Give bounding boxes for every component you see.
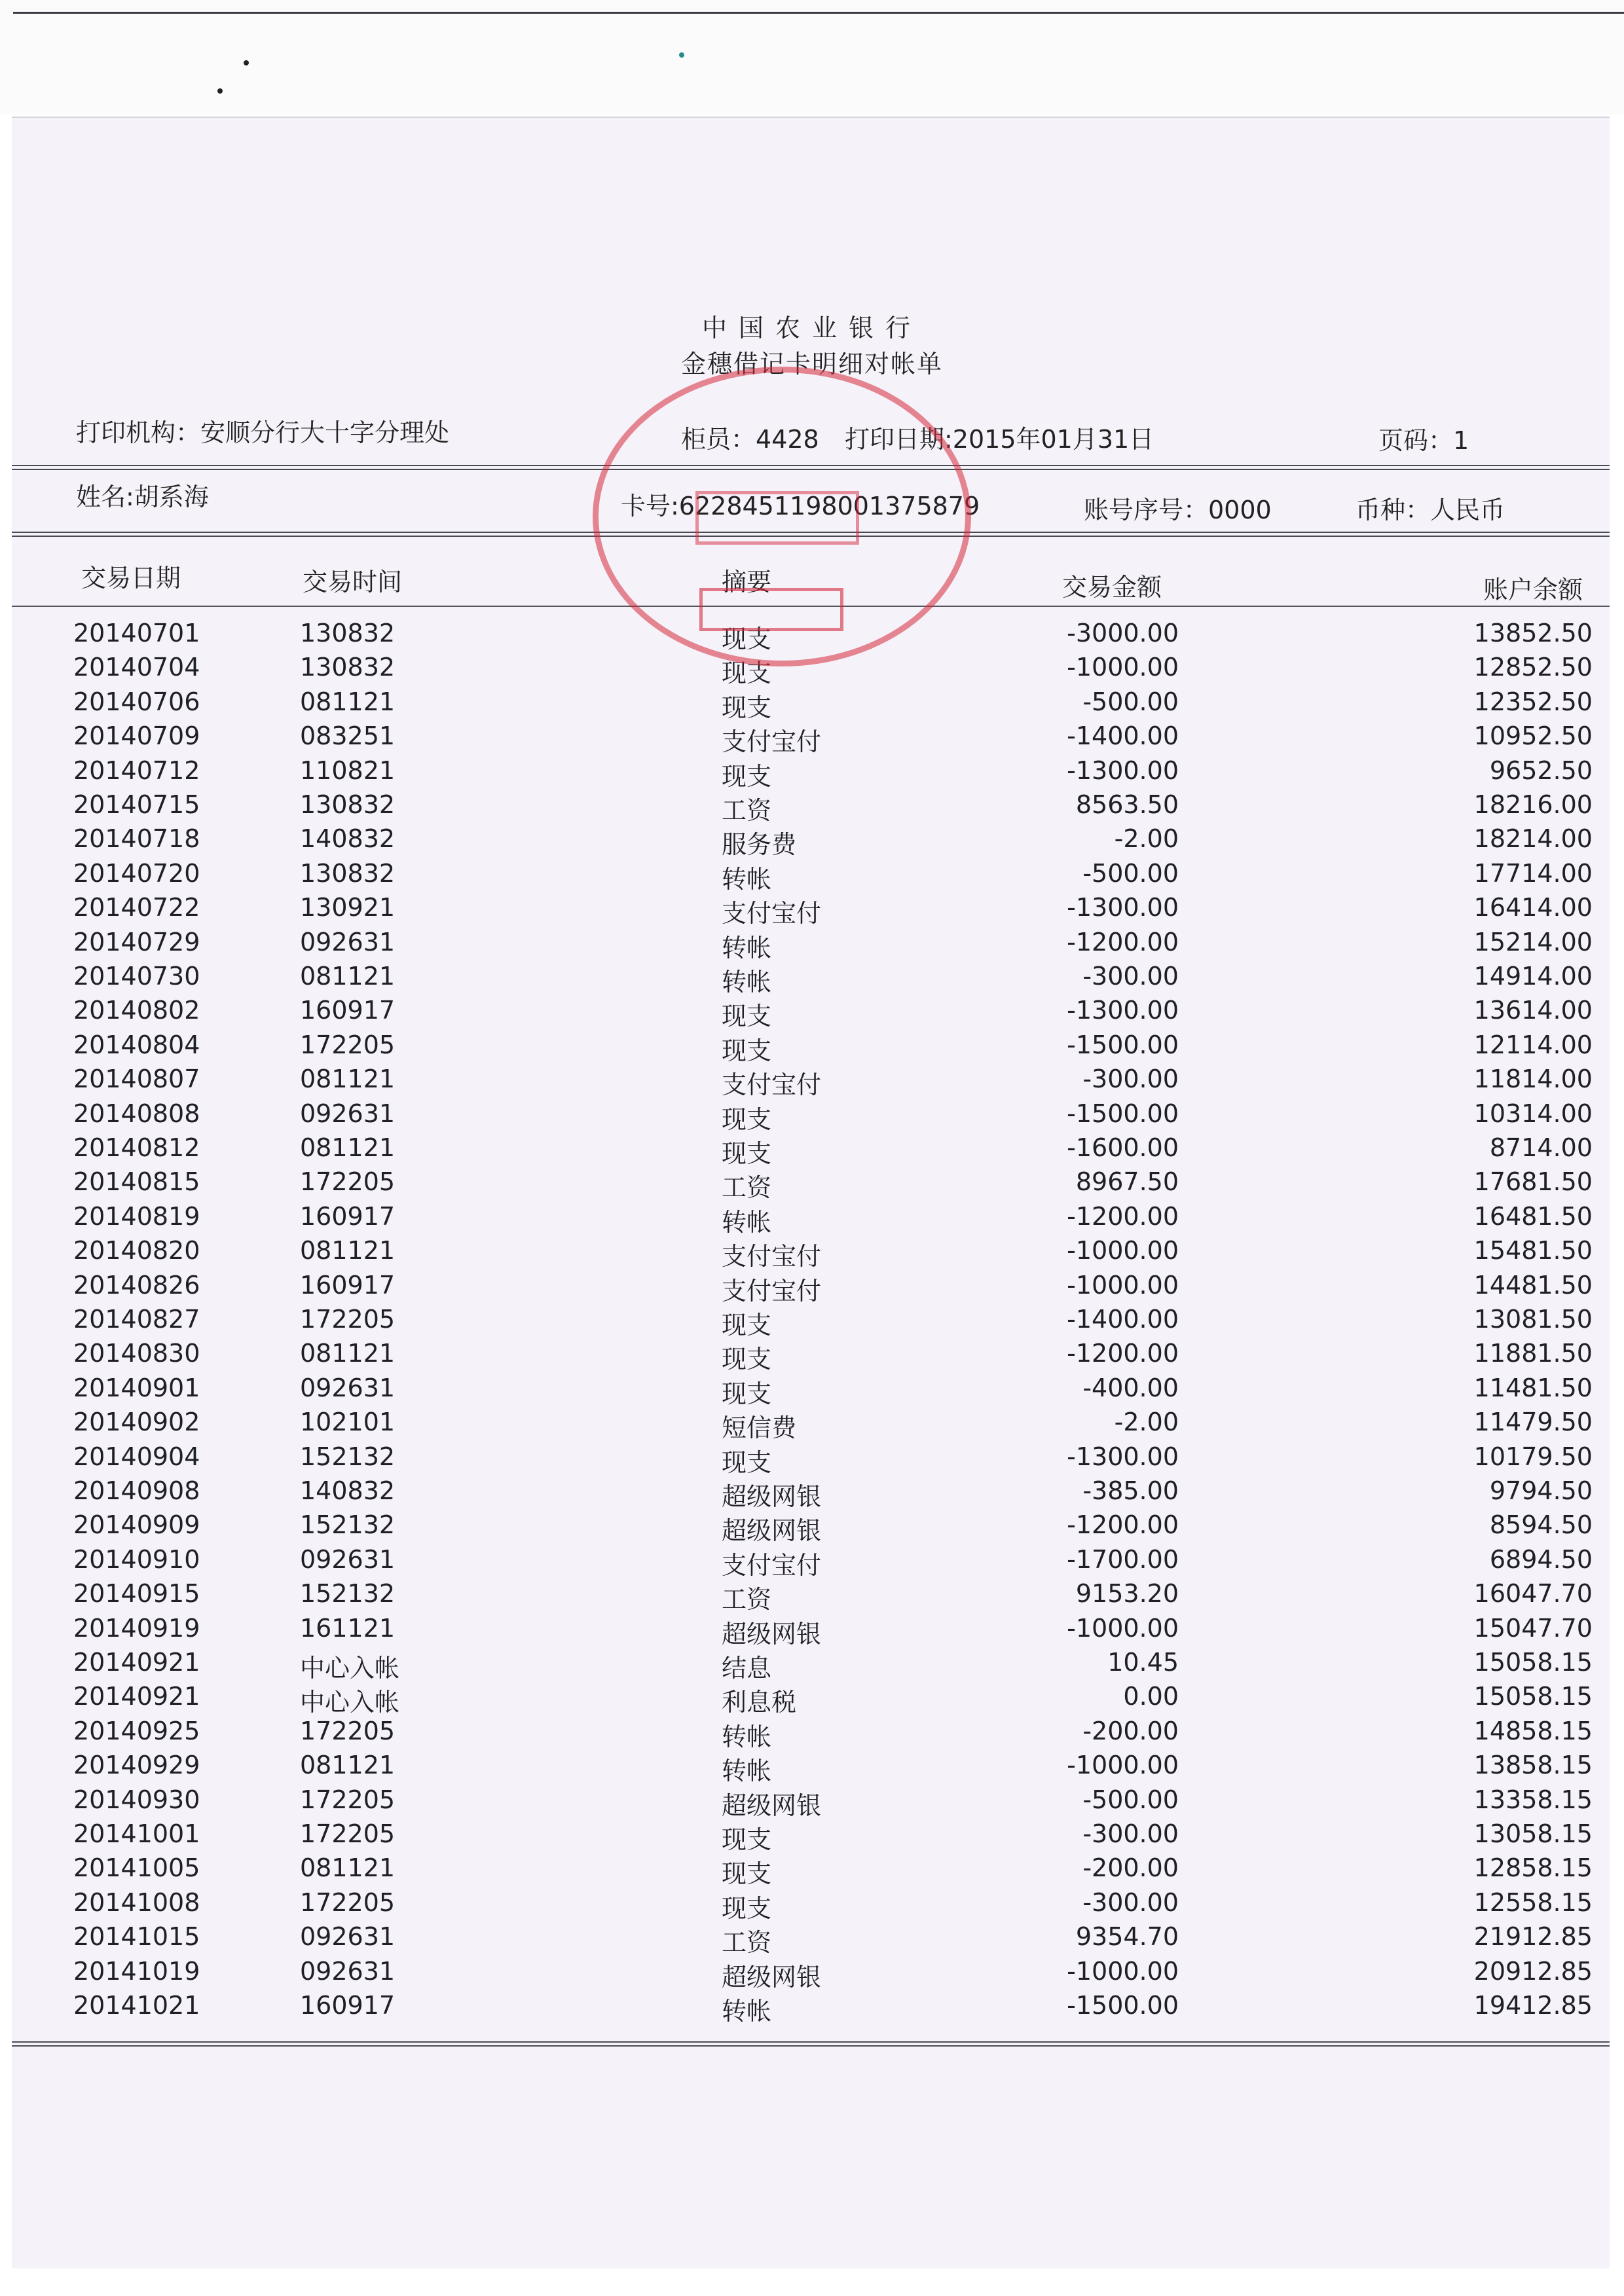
transaction-date: 20140718: [73, 824, 200, 853]
transaction-summary: 转帐: [722, 1997, 772, 2026]
table-row: [0, 1099, 1624, 1133]
transaction-date: 20140802: [73, 996, 200, 1025]
account-balance: 10314.00: [1473, 1099, 1593, 1128]
account-balance: 15214.00: [1473, 928, 1593, 957]
transaction-time: 172205: [300, 1785, 396, 1814]
transaction-summary: 现支: [722, 1311, 772, 1339]
transaction-date: 20140730: [73, 962, 200, 991]
account-balance: 13358.15: [1473, 1785, 1593, 1814]
bank-name: 中国农业银行: [701, 314, 922, 342]
table-row: [0, 1785, 1624, 1819]
transaction-amount: -1200.00: [1067, 1202, 1179, 1231]
account-balance: 12858.15: [1473, 1853, 1593, 1882]
currency: 币种：人民币: [1356, 496, 1505, 524]
transaction-date: 20140902: [73, 1408, 200, 1436]
transaction-date: 20141008: [73, 1888, 200, 1917]
transaction-time: 081121: [300, 1339, 396, 1368]
transaction-summary: 工资: [722, 796, 772, 825]
transaction-date: 20140910: [73, 1545, 200, 1574]
table-row: [0, 1579, 1624, 1613]
transaction-summary: 工资: [722, 1173, 772, 1202]
transaction-amount: -500.00: [1082, 1785, 1179, 1814]
transaction-time: 152132: [300, 1510, 396, 1539]
transaction-time: 130832: [300, 790, 396, 819]
transaction-amount: -1500.00: [1067, 1991, 1179, 2020]
account-balance: 15058.15: [1473, 1648, 1593, 1677]
transaction-amount: -400.00: [1082, 1374, 1179, 1402]
column-header-summary: 摘要: [722, 568, 772, 596]
transaction-summary: 转帐: [722, 968, 772, 996]
transaction-amount: -3000.00: [1067, 619, 1179, 647]
scan-speck: [217, 88, 223, 94]
account-balance: 18214.00: [1473, 824, 1593, 853]
table-row: [0, 1408, 1624, 1442]
transaction-summary: 现支: [722, 1105, 772, 1134]
transaction-amount: -1300.00: [1067, 756, 1179, 785]
transaction-time: 160917: [300, 1202, 396, 1231]
scan-top-edge: [13, 12, 1624, 14]
transaction-date: 20140804: [73, 1030, 200, 1059]
transaction-date: 20140722: [73, 893, 200, 922]
account-holder-name: 姓名:胡系海: [76, 483, 209, 511]
table-row: [0, 1442, 1624, 1476]
transaction-summary: 现支: [722, 1448, 772, 1477]
account-balance: 13081.50: [1473, 1305, 1593, 1334]
transaction-summary: 现支: [722, 1859, 772, 1888]
transaction-date: 20140819: [73, 1202, 200, 1231]
transaction-summary: 现支: [722, 659, 772, 687]
table-row: [0, 790, 1624, 824]
account-balance: 6894.50: [1489, 1545, 1593, 1574]
transaction-amount: -200.00: [1082, 1717, 1179, 1745]
account-balance: 17681.50: [1473, 1167, 1593, 1196]
transaction-date: 20141005: [73, 1853, 200, 1882]
transaction-summary: 现支: [722, 693, 772, 722]
transaction-date: 20140807: [73, 1065, 200, 1093]
scan-speck: [244, 60, 249, 65]
transaction-summary: 支付宝付: [722, 899, 822, 928]
transaction-date: 20140930: [73, 1785, 200, 1814]
table-row: [0, 893, 1624, 927]
transaction-time: 081121: [300, 1853, 396, 1882]
table-row: [0, 721, 1624, 756]
table-row: [0, 1888, 1624, 1922]
transaction-summary: 现支: [722, 1825, 772, 1854]
transaction-amount: -300.00: [1082, 1888, 1179, 1917]
transaction-summary: 支付宝付: [722, 1242, 822, 1271]
transaction-time: 083251: [300, 721, 396, 750]
column-header-date: 交易日期: [81, 564, 181, 592]
transaction-amount: -1400.00: [1067, 721, 1179, 750]
transaction-time: 081121: [300, 1065, 396, 1093]
account-balance: 15481.50: [1473, 1236, 1593, 1265]
column-header-amount: 交易金额: [1062, 573, 1162, 602]
transaction-date: 20140709: [73, 721, 200, 750]
transaction-amount: 10.45: [1107, 1648, 1179, 1677]
transaction-time: 172205: [300, 1888, 396, 1917]
transaction-date: 20140706: [73, 687, 200, 716]
table-row: [0, 1648, 1624, 1682]
transaction-time: 081121: [300, 1133, 396, 1162]
transaction-amount: -500.00: [1082, 859, 1179, 888]
teller-id: 柜员：4428: [681, 425, 819, 454]
transaction-date: 20141021: [73, 1991, 200, 2020]
transaction-time: 140832: [300, 824, 396, 853]
transaction-date: 20140901: [73, 1374, 200, 1402]
account-balance: 18216.00: [1473, 790, 1593, 819]
transaction-date: 20140820: [73, 1236, 200, 1265]
transaction-amount: -200.00: [1082, 1853, 1179, 1882]
transaction-summary: 支付宝付: [722, 1277, 822, 1305]
transaction-date: 20140720: [73, 859, 200, 888]
table-row: [0, 756, 1624, 790]
transaction-time: 130832: [300, 653, 396, 682]
transaction-amount: -300.00: [1082, 962, 1179, 991]
account-balance: 13058.15: [1473, 1819, 1593, 1848]
transaction-amount: -1000.00: [1067, 1751, 1179, 1779]
transaction-amount: -1200.00: [1067, 1510, 1179, 1539]
transaction-time: 092631: [300, 1957, 396, 1986]
transaction-summary: 超级网银: [722, 1516, 822, 1545]
transaction-date: 20140815: [73, 1167, 200, 1196]
transaction-summary: 利息税: [722, 1688, 797, 1717]
transaction-amount: -1200.00: [1067, 928, 1179, 957]
transaction-amount: -2.00: [1114, 1408, 1179, 1436]
scan-speck: [679, 52, 684, 58]
table-row: [0, 1167, 1624, 1201]
scan-top-margin: [0, 0, 1624, 115]
seal-name-box: [699, 588, 843, 631]
transaction-summary: 现支: [722, 1345, 772, 1374]
account-balance: 16414.00: [1473, 893, 1593, 922]
account-balance: 15058.15: [1473, 1682, 1593, 1711]
account-sequence: 账号序号：0000: [1084, 496, 1272, 524]
account-balance: 11481.50: [1473, 1374, 1593, 1402]
account-balance: 8714.00: [1489, 1133, 1593, 1162]
transaction-date: 20140908: [73, 1476, 200, 1505]
transaction-time: 140832: [300, 1476, 396, 1505]
transaction-summary: 结息: [722, 1654, 772, 1683]
table-row: [0, 1236, 1624, 1270]
transaction-amount: -1000.00: [1067, 653, 1179, 682]
transaction-date: 20140919: [73, 1614, 200, 1643]
transaction-date: 20140921: [73, 1648, 200, 1677]
table-row: [0, 1476, 1624, 1510]
table-row: [0, 962, 1624, 996]
transaction-time: 160917: [300, 996, 396, 1025]
table-row: [0, 1305, 1624, 1339]
transaction-amount: 9153.20: [1075, 1579, 1179, 1608]
transaction-date: 20140929: [73, 1751, 200, 1779]
table-row: [0, 1819, 1624, 1853]
transaction-summary: 超级网银: [722, 1791, 822, 1820]
transaction-summary: 服务费: [722, 830, 797, 859]
transaction-time: 092631: [300, 1099, 396, 1128]
page-number: 页码：1: [1378, 426, 1469, 455]
account-balance: 14858.15: [1473, 1717, 1593, 1745]
account-balance: 11814.00: [1473, 1065, 1593, 1093]
table-row: [0, 1682, 1624, 1716]
transaction-time: 092631: [300, 1922, 396, 1951]
transaction-time: 092631: [300, 1545, 396, 1574]
transaction-summary: 现支: [722, 1379, 772, 1408]
account-balance: 21912.85: [1473, 1922, 1593, 1951]
transaction-date: 20140921: [73, 1682, 200, 1711]
print-org: 打印机构：安顺分行大十字分理处: [76, 418, 450, 447]
transaction-time: 172205: [300, 1305, 396, 1334]
transaction-date: 20140909: [73, 1510, 200, 1539]
account-balance: 13858.15: [1473, 1751, 1593, 1779]
table-row: [0, 928, 1624, 962]
transaction-amount: -500.00: [1082, 687, 1179, 716]
transaction-time: 092631: [300, 1374, 396, 1402]
account-balance: 11479.50: [1473, 1408, 1593, 1436]
account-balance: 8594.50: [1489, 1510, 1593, 1539]
transaction-amount: -300.00: [1082, 1065, 1179, 1093]
transaction-date: 20140729: [73, 928, 200, 957]
table-row: [0, 1374, 1624, 1408]
table-row: [0, 1614, 1624, 1648]
transaction-time: 081121: [300, 1236, 396, 1265]
transaction-time: 130921: [300, 893, 396, 922]
transaction-date: 20141019: [73, 1957, 200, 1986]
transaction-amount: -1000.00: [1067, 1271, 1179, 1300]
transaction-time: 172205: [300, 1819, 396, 1848]
transaction-amount: -1200.00: [1067, 1339, 1179, 1368]
account-balance: 19412.85: [1473, 1991, 1593, 2020]
transaction-date: 20140830: [73, 1339, 200, 1368]
table-row: [0, 1339, 1624, 1373]
statement-title: 金穗借记卡明细对帐单: [680, 350, 943, 378]
table-row: [0, 859, 1624, 893]
transaction-summary: 现支: [722, 762, 772, 791]
transaction-date: 20140827: [73, 1305, 200, 1334]
transaction-time: 172205: [300, 1167, 396, 1196]
transaction-amount: -385.00: [1082, 1476, 1179, 1505]
table-row: [0, 1991, 1624, 2025]
account-balance: 13614.00: [1473, 996, 1593, 1025]
transaction-time: 152132: [300, 1442, 396, 1471]
transaction-date: 20140808: [73, 1099, 200, 1128]
account-balance: 12852.50: [1473, 653, 1593, 682]
card-number: 卡号:6228451198001375879: [621, 492, 980, 520]
transaction-date: 20140712: [73, 756, 200, 785]
transaction-date: 20140915: [73, 1579, 200, 1608]
account-balance: 13852.50: [1473, 619, 1593, 647]
transaction-amount: -1700.00: [1067, 1545, 1179, 1574]
transaction-date: 20141001: [73, 1819, 200, 1848]
transaction-date: 20140701: [73, 619, 200, 647]
table-row: [0, 1922, 1624, 1956]
transaction-amount: 8563.50: [1075, 790, 1179, 819]
account-balance: 9652.50: [1489, 756, 1593, 785]
table-row: [0, 1510, 1624, 1544]
account-balance: 11881.50: [1473, 1339, 1593, 1368]
transaction-date: 20140812: [73, 1133, 200, 1162]
transaction-time: 130832: [300, 859, 396, 888]
transaction-time: 中心入帐: [300, 1654, 400, 1683]
transaction-time: 160917: [300, 1991, 396, 2020]
column-header-balance: 账户余额: [1483, 575, 1583, 604]
account-balance: 9794.50: [1489, 1476, 1593, 1505]
transaction-amount: -1300.00: [1067, 996, 1179, 1025]
transaction-summary: 现支: [722, 1139, 772, 1168]
transaction-summary: 现支: [722, 1036, 772, 1065]
transaction-amount: -1600.00: [1067, 1133, 1179, 1162]
account-balance: 10952.50: [1473, 721, 1593, 750]
transaction-time: 110821: [300, 756, 396, 785]
account-balance: 20912.85: [1473, 1957, 1593, 1986]
transaction-time: 081121: [300, 687, 396, 716]
table-row: [0, 1065, 1624, 1099]
account-balance: 15047.70: [1473, 1614, 1593, 1643]
transaction-amount: -1400.00: [1067, 1305, 1179, 1334]
table-row: [0, 1271, 1624, 1305]
account-balance: 14914.00: [1473, 962, 1593, 991]
transaction-amount: -1300.00: [1067, 893, 1179, 922]
account-balance: 10179.50: [1473, 1442, 1593, 1471]
account-balance: 17714.00: [1473, 859, 1593, 888]
table-row: [0, 824, 1624, 858]
transaction-summary: 转帐: [722, 1757, 772, 1785]
transaction-amount: -1000.00: [1067, 1236, 1179, 1265]
transaction-summary: 转帐: [722, 1722, 772, 1751]
transaction-time: 161121: [300, 1614, 396, 1643]
transaction-amount: -1300.00: [1067, 1442, 1179, 1471]
account-balance: 12114.00: [1473, 1030, 1593, 1059]
table-row: [0, 687, 1624, 721]
transaction-time: 中心入帐: [300, 1688, 400, 1717]
transaction-date: 20140904: [73, 1442, 200, 1471]
transaction-summary: 短信费: [722, 1413, 797, 1442]
transaction-summary: 工资: [722, 1928, 772, 1957]
transaction-summary: 超级网银: [722, 1963, 822, 1992]
table-row: [0, 1957, 1624, 1991]
transaction-date: 20141015: [73, 1922, 200, 1951]
transaction-time: 092631: [300, 928, 396, 957]
transaction-summary: 支付宝付: [722, 1070, 822, 1099]
transaction-time: 160917: [300, 1271, 396, 1300]
transaction-amount: 0.00: [1123, 1682, 1179, 1711]
transaction-time: 081121: [300, 1751, 396, 1779]
print-date: 打印日期:2015年01月31日: [845, 425, 1154, 454]
table-row: [0, 1545, 1624, 1579]
transaction-amount: -2.00: [1114, 824, 1179, 853]
account-balance: 12352.50: [1473, 687, 1593, 716]
column-header-time: 交易时间: [303, 568, 403, 596]
transaction-summary: 转帐: [722, 934, 772, 962]
transaction-amount: -1500.00: [1067, 1099, 1179, 1128]
transaction-amount: -1000.00: [1067, 1614, 1179, 1643]
transaction-amount: -1000.00: [1067, 1957, 1179, 1986]
transaction-time: 102101: [300, 1408, 396, 1436]
transaction-amount: 8967.50: [1075, 1167, 1179, 1196]
transaction-summary: 支付宝付: [722, 727, 822, 756]
transaction-summary: 现支: [722, 625, 772, 653]
table-row: [0, 1717, 1624, 1751]
table-row: [0, 1202, 1624, 1236]
table-row: [0, 1853, 1624, 1887]
footer-rule: [12, 2041, 1610, 2047]
transaction-time: 172205: [300, 1030, 396, 1059]
transaction-time: 172205: [300, 1717, 396, 1745]
transaction-summary: 超级网银: [722, 1482, 822, 1511]
transaction-amount: -1500.00: [1067, 1030, 1179, 1059]
transaction-time: 152132: [300, 1579, 396, 1608]
transaction-summary: 转帐: [722, 1208, 772, 1237]
transaction-summary: 超级网银: [722, 1620, 822, 1649]
transaction-date: 20140704: [73, 653, 200, 682]
transaction-time: 081121: [300, 962, 396, 991]
table-row: [0, 1030, 1624, 1065]
table-row: [0, 996, 1624, 1030]
table-row: [0, 1751, 1624, 1785]
transaction-amount: -300.00: [1082, 1819, 1179, 1848]
account-balance: 16047.70: [1473, 1579, 1593, 1608]
account-balance: 12558.15: [1473, 1888, 1593, 1917]
account-balance: 16481.50: [1473, 1202, 1593, 1231]
seal-date-box: [695, 491, 859, 545]
transaction-summary: 工资: [722, 1585, 772, 1614]
transaction-summary: 转帐: [722, 865, 772, 894]
transaction-summary: 现支: [722, 1894, 772, 1923]
account-balance: 14481.50: [1473, 1271, 1593, 1300]
transaction-date: 20140715: [73, 790, 200, 819]
table-row: [0, 1133, 1624, 1167]
transaction-time: 130832: [300, 619, 396, 647]
transaction-summary: 支付宝付: [722, 1551, 822, 1580]
transaction-date: 20140826: [73, 1271, 200, 1300]
transaction-summary: 现支: [722, 1002, 772, 1030]
transaction-amount: 9354.70: [1075, 1922, 1179, 1951]
transaction-date: 20140925: [73, 1717, 200, 1745]
